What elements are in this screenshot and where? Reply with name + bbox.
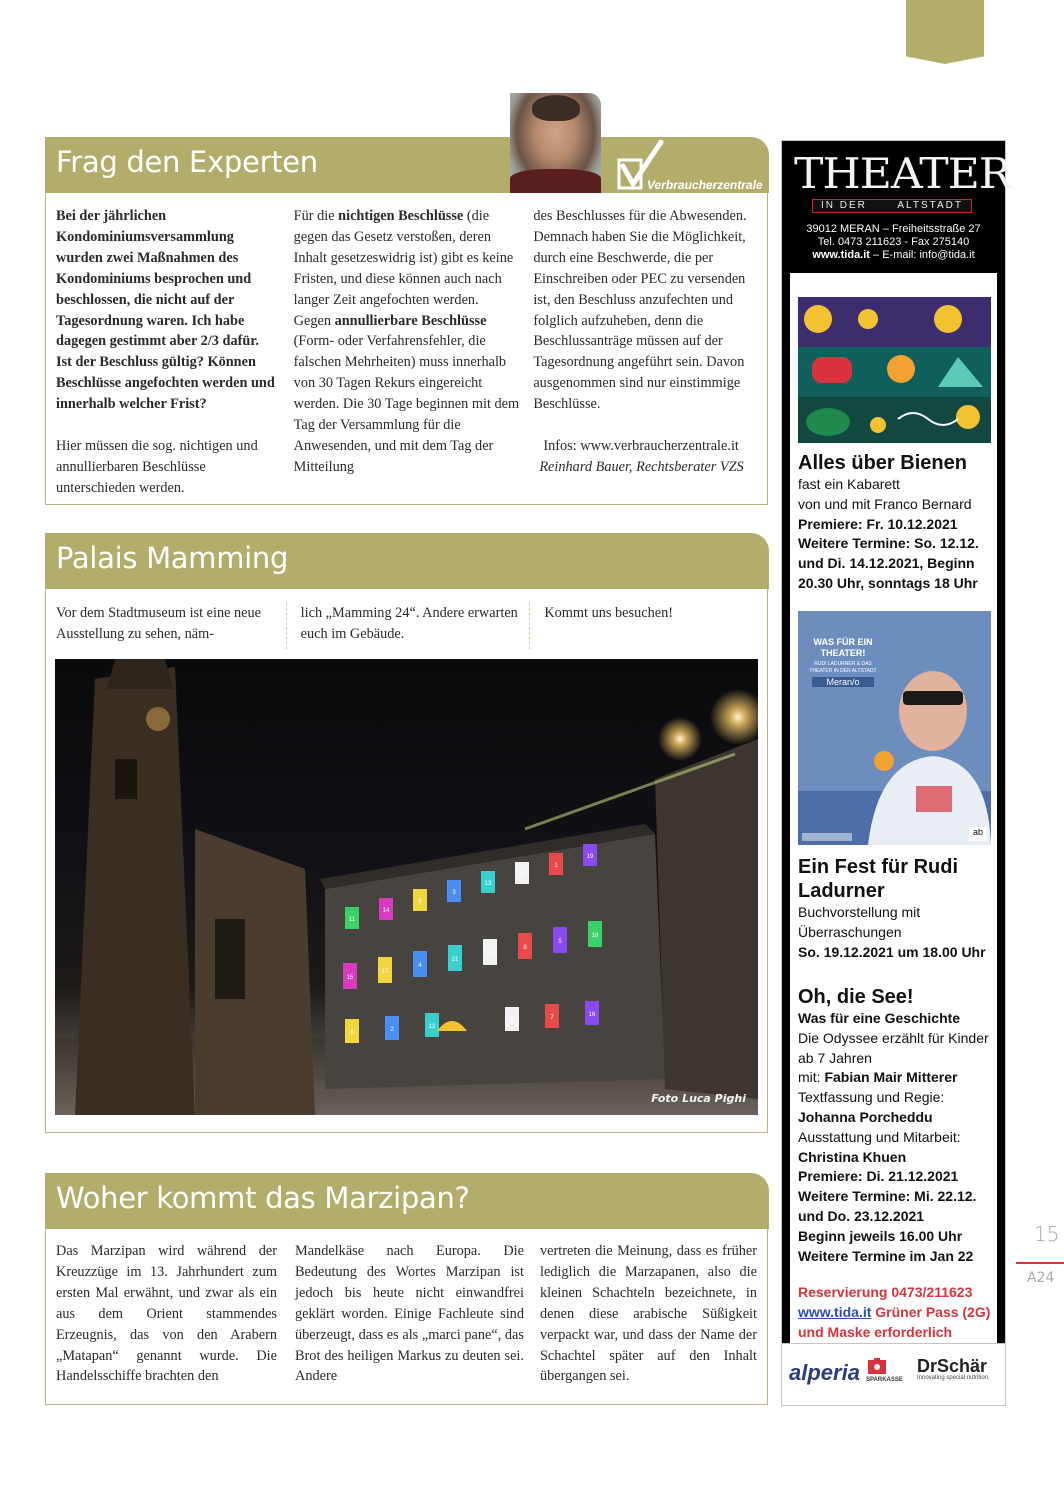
pass-notice: Grüner Pass (2G) und Maske erforderlich (798, 1303, 991, 1340)
reader-question: Bei der jährlichen Kondominiumsversammlung wurden zwei Maßnahmen des Kondominiums besprochen und beschlossen, die nicht auf der Tagesordnung waren. Ich habe dagegen gestimmt aber 2/3 dafür. Ist der Beschluss gültig? Können Beschlüsse angefochten werden und innerhalb welcher Frist? (56, 208, 275, 413)
reservation-phone: Reservierung 0473/211623 (798, 1284, 973, 1300)
reservation-info (798, 1283, 998, 1342)
marzipan-column-2: Mandelkäse nach Europa. Die Bedeutung des Wortes Marzipan ist jedoch bis heute nicht einwandfrei geklärt worden. Einige Fachleute sind überzeugt, dass es als „marci pane“, das Brot des heiligen Markus zu deuten sei. Andere (295, 1243, 524, 1385)
window-number: 12 (428, 1024, 436, 1030)
marzipan-column-3: vertreten die Meinung, dass es früher lediglich die Marzapanen, also die kleinen Schachteln bezeichnete, in denen diese arabische Süßigkeit verpackt war, und dass der Name der Schachtel später auf den Inhalt übergangen sei. (539, 1243, 757, 1385)
tida-link[interactable]: www.tida.it (798, 1303, 872, 1320)
marzipan-columns (56, 1241, 757, 1387)
palais-columns (56, 603, 757, 649)
window-number: 14 (382, 908, 390, 914)
window-number: 4 (418, 963, 422, 969)
marzipan-column-1: Das Marzipan wird während der Kreuzzüge im 13. Jahrhundert zum ersten Mal erwähnt, und zwar als ein aus dem Orient stammendes Erzeugnis, das von den Arabern „Matapan“ genannt wurde. Die Handelsschiffe brachten den (56, 1243, 277, 1385)
window-number: 8 (523, 945, 527, 951)
page-number-rule (1016, 1262, 1064, 1264)
info-line: Infos: www.verbraucherzentrale.it (543, 438, 739, 455)
address: 39012 MERAN – Freiheitsstraße 27 (806, 223, 981, 235)
theater-advertisement (781, 140, 1011, 1406)
window-number: 2 (390, 1027, 394, 1033)
expert-column-2 (282, 206, 522, 499)
event-rudi: Ein Fest für Rudi Ladurner Buchvorstellung mit Überraschungen So. 19.12.2021 um 18.00 Uhr (798, 855, 998, 962)
paragraph: Gegen annullierbare Beschlüsse (Form- oder Verfahrensfehler, die falschen Mehrheiten) muss innerhalb von 30 Tagen Rekurs eingereicht werden. Die 30 Tage beginnen mit dem Tag der Versammlung für die Anwesenden, und mit dem Tag der Mitteilung (293, 312, 520, 475)
sparkasse-icon (866, 1358, 888, 1376)
paragraph: Für die nichtigen Beschlüsse (die gegen das Gesetz verstoßen, deren Inhalt gesetzeswidrig ist) gibt es keine Fristen, und diese können auch nach langer Zeit angefochten werden. (293, 208, 514, 308)
event-see: Oh, die See! Was für eine Geschichte Die Odyssee erzählt für Kinder ab 7 Jahren mit: Fabian Mair Mitterer Textfassung und Regie: Johanna Porcheddu Ausstattung und Mitarbeit: Christina Khuen Premiere: Di. 21.12.2021 Weitere Termine: Mi. 22.12. und Do. 23.12.2021 Beginn jeweils 16.00 Uhr Weitere Termine im Jan 22 (798, 985, 998, 1266)
expert-column-1 (56, 206, 282, 499)
sparkasse-logo: SPARKASSE (866, 1358, 904, 1386)
page-code: A24 (1027, 1270, 1055, 1286)
author-line: Reinhard Bauer, Rechtsberater VZS (539, 458, 744, 475)
poster-subline: RUDI LADURNER & DAS THEATER IN DER ALTSTADT (809, 661, 877, 674)
window-number: 13 (484, 881, 492, 887)
event-title: Alles über Bienen (798, 452, 967, 474)
page-tab-marker (906, 0, 984, 64)
sponsor-bar (782, 1343, 1005, 1405)
expert-column-3 (521, 206, 757, 499)
window-number: 1 (554, 863, 558, 869)
palais-night-photo (55, 659, 758, 1115)
section-title: Woher kommt das Marzipan? (56, 1181, 470, 1215)
theater-logo: THEATER (794, 149, 1011, 198)
palais-column-2: lich „Mamming 24“. Andere erwarten euch im Gebäude. (286, 603, 530, 649)
expert-portrait (510, 93, 601, 193)
poster-city: Meran/o (812, 677, 874, 687)
window-number: 15 (346, 975, 354, 981)
event-title: Oh, die See! (798, 986, 914, 1008)
rudi-ladurner-poster-image (798, 611, 991, 845)
answer-intro: Hier müssen die sog. nichtigen und annullierbaren Beschlüsse unterschieden werden. (56, 438, 258, 496)
window-number: 9 (418, 899, 422, 905)
section-title: Frag den Experten (56, 145, 318, 179)
theater-contact (782, 223, 1005, 262)
window-number: 7 (550, 1015, 554, 1021)
palais-section (45, 541, 768, 1133)
window-number: 17 (381, 969, 389, 975)
ad-body (790, 273, 997, 1345)
window-number: 3 (452, 890, 456, 896)
expert-section (45, 145, 768, 505)
event-title: Ein Fest für Rudi Ladurner (798, 856, 958, 902)
window-number: 10 (508, 1018, 516, 1024)
window-number: 18 (591, 933, 599, 939)
expert-columns (56, 206, 757, 499)
palais-column-1: Vor dem Stadtmuseum ist eine neue Ausstellung zu sehen, näm- (56, 605, 262, 642)
window-number: 22 (518, 872, 526, 878)
window-number: 16 (588, 1012, 596, 1018)
ad-header (782, 141, 1011, 271)
verbraucherzentrale-label: Verbraucherzentrale (647, 178, 763, 192)
section-title: Palais Mamming (56, 541, 289, 575)
palais-header (45, 533, 769, 589)
poster-badge: ab (969, 827, 987, 841)
palais-building-illustration (55, 659, 758, 1115)
photo-credit: Foto Luca Pighi (651, 1092, 746, 1105)
phone: Tel. 0473 211623 - Fax 275140 (817, 236, 970, 248)
marzipan-header (45, 1173, 769, 1229)
palais-column-3: Kommt uns besuchen! (529, 603, 757, 649)
web-email: www.tida.it – E-mail: info@tida.it (812, 249, 975, 261)
drschaer-logo: DrSchär Innovating special nutrition. (917, 1356, 990, 1381)
poster-headline: WAS FÜR EIN THEATER! (813, 637, 873, 658)
marzipan-section (45, 1181, 768, 1405)
alperia-logo: alperia (789, 1360, 860, 1385)
window-number: 6 (350, 1030, 354, 1036)
window-number: 20 (486, 951, 494, 957)
window-number: 21 (451, 957, 459, 963)
theater-logo-subline: IN DER ALTSTADT (812, 199, 972, 213)
window-number: 19 (586, 854, 594, 860)
window-number: 5 (558, 939, 562, 945)
page-number: 15 (1034, 1222, 1060, 1246)
event-bienen: Alles über Bienen fast ein Kabarett von und mit Franco Bernard Premiere: Fr. 10.12.2021 Weitere Termine: So. 12.12. und Di. 14.12.2021, Beginn 20.30 Uhr, sonntags 18 Uhr (798, 451, 998, 594)
paragraph: des Beschlusses für die Abwesenden. Demnach haben Sie die Möglichkeit, durch eine Beschwerde, die per Einschreiben oder PEC zu versenden ist, den Beschluss anzufechten und folglich aufzuheben, denn die Beschlussanträge müssen auf der Tagesordnung angeführt sein. Davon ausgenommen sind nur einstimmige Beschlüsse. (533, 208, 747, 413)
bees-poster-image (798, 297, 991, 443)
window-number: 11 (348, 917, 356, 923)
